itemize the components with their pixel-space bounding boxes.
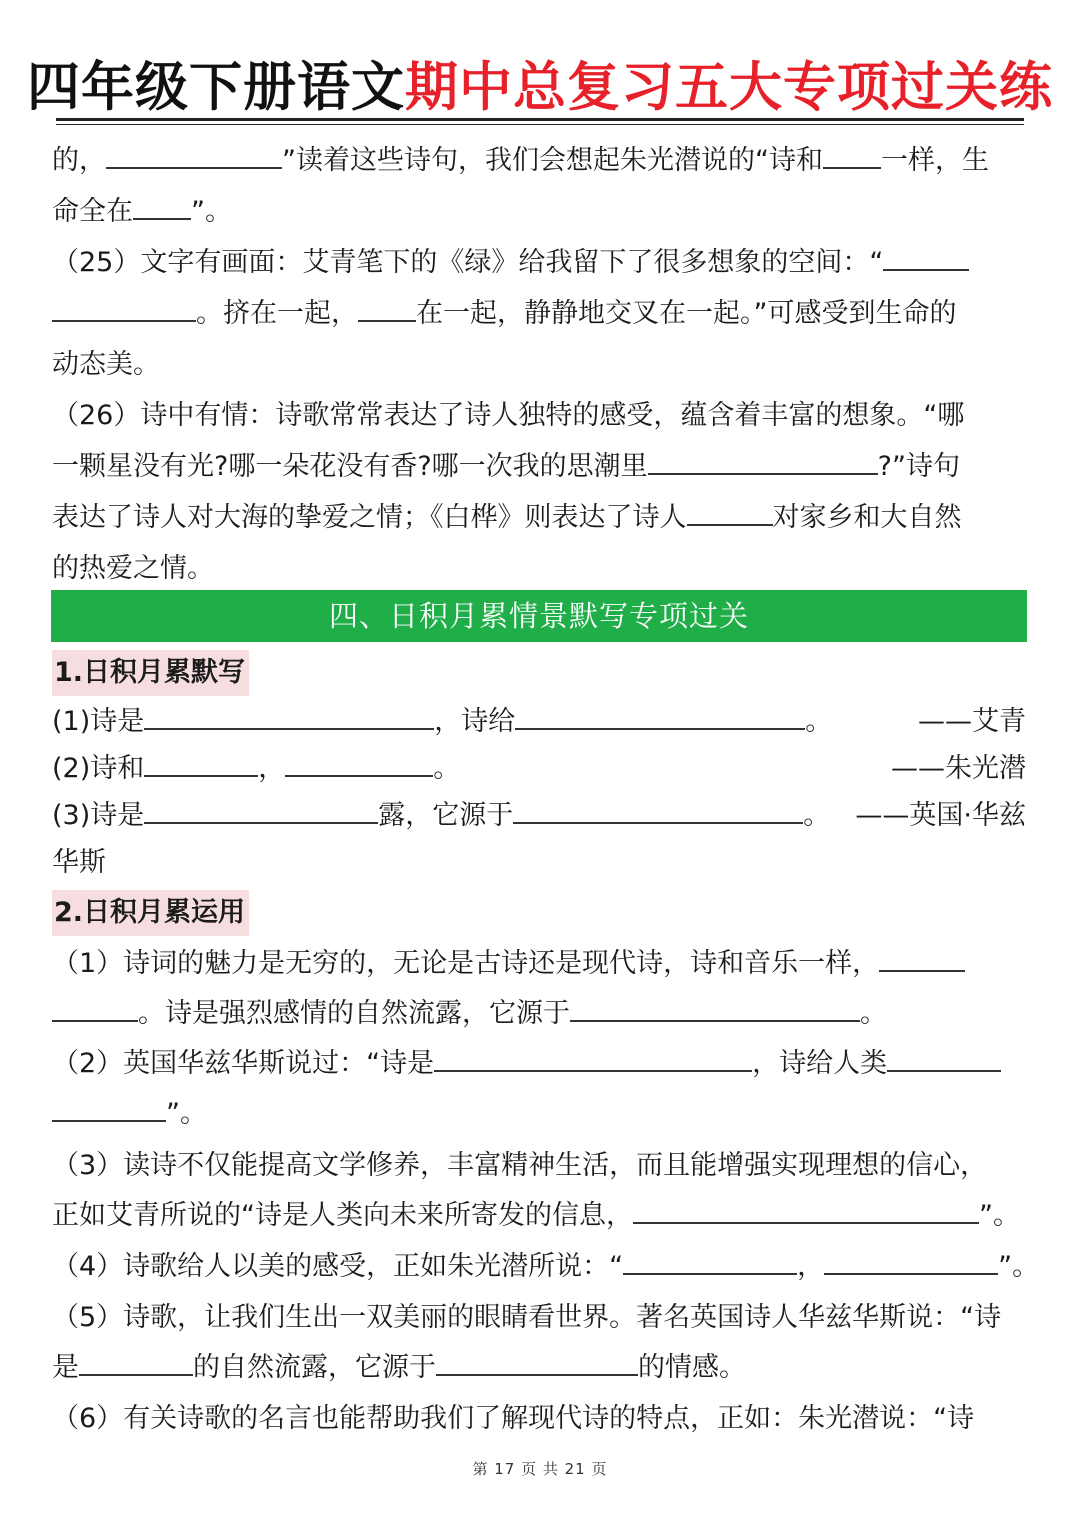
answer-blank[interactable] — [623, 1249, 797, 1275]
answer-blank[interactable] — [106, 143, 282, 169]
answer-blank[interactable] — [52, 296, 196, 322]
apply-line: ”。 — [52, 1094, 207, 1134]
apply-line: （1）诗词的魅力是无穷的，无论是古诗还是现代诗，诗和音乐一样， — [52, 944, 965, 984]
answer-blank[interactable] — [687, 500, 773, 526]
quote-author: ——英国·华兹 — [855, 800, 1026, 831]
title-rule-thick — [56, 118, 1024, 121]
answer-blank[interactable] — [144, 798, 378, 824]
answer-blank[interactable] — [823, 143, 881, 169]
text-line: 表达了诗人对大海的挚爱之情；《白桦》则表达了诗人 对家乡和大自然 — [52, 502, 962, 533]
quote-author: ——朱光潜 — [891, 753, 1026, 784]
answer-blank[interactable] — [648, 449, 878, 475]
text-line: 的， ”读着这些诗句，我们会想起朱光潜说的“诗和 一样，生 — [52, 145, 989, 176]
recall-item: (3)诗是 露，它源于 。 — [52, 800, 831, 831]
recall-item: (2)诗和 ， 。 — [52, 753, 461, 784]
title-red-part: 期中总复习五大专项过关练 — [405, 57, 1053, 118]
apply-line: （6）有关诗歌的名言也能帮助我们了解现代诗的特点，正如：朱光潜说：“诗 — [52, 1403, 975, 1434]
quote-author-cont: 华斯 — [52, 847, 106, 878]
answer-blank[interactable] — [358, 296, 416, 322]
subsection-heading-apply: 2.日积月累运用 — [52, 890, 249, 936]
apply-line: （5）诗歌，让我们生出一双美丽的眼睛看世界。著名英国诗人华兹华斯说：“诗 — [52, 1302, 1002, 1333]
answer-blank[interactable] — [513, 798, 803, 824]
answer-blank[interactable] — [133, 194, 191, 220]
answer-blank[interactable] — [883, 245, 969, 271]
title-black-part: 四年级下册语文 — [27, 57, 405, 118]
answer-blank[interactable] — [285, 751, 433, 777]
apply-line: 。诗是强烈感情的自然流露，它源于 。 — [52, 994, 887, 1034]
quote-author: ——艾青 — [918, 706, 1026, 737]
page-number: 第 17 页 共 21 页 — [472, 1460, 608, 1478]
apply-line: 正如艾青所说的“诗是人类向未来所寄发的信息， ”。 — [52, 1200, 1020, 1231]
text-line: 动态美。 — [52, 349, 160, 380]
text-line: 命全在 ”。 — [52, 196, 232, 227]
apply-line: （3）读诗不仅能提高文学修养，丰富精神生活，而且能增强实现理想的信心， — [52, 1150, 988, 1181]
section-banner: 四、日积月累情景默写专项过关 — [51, 590, 1027, 642]
page-title — [0, 56, 1080, 120]
answer-blank[interactable] — [144, 751, 258, 777]
apply-line: （2）英国华兹华斯说过：“诗是 ，诗给人类 — [52, 1044, 1001, 1084]
answer-blank[interactable] — [515, 704, 805, 730]
answer-blank[interactable] — [570, 996, 860, 1022]
apply-line: 是 的自然流露，它源于 的情感。 — [52, 1352, 746, 1383]
answer-blank[interactable] — [144, 704, 434, 730]
text-line: （25）文字有画面：艾青笔下的《绿》给我留下了很多想象的空间：“ — [52, 243, 969, 283]
text-line: 一颗星没有光?哪一朵花没有香?哪一次我的思潮里 ?”诗句 — [52, 451, 960, 482]
answer-blank[interactable] — [436, 1350, 638, 1376]
answer-blank[interactable] — [79, 1350, 193, 1376]
answer-blank[interactable] — [824, 1249, 998, 1275]
answer-blank[interactable] — [879, 946, 965, 972]
recall-item: (1)诗是 ，诗给 。 — [52, 706, 833, 737]
answer-blank[interactable] — [633, 1198, 979, 1224]
apply-line: （4）诗歌给人以美的感受，正如朱光潜所说：“ ， ”。 — [52, 1251, 1040, 1282]
answer-blank[interactable] — [434, 1046, 752, 1072]
text-line: （26）诗中有情：诗歌常常表达了诗人独特的感受，蕴含着丰富的想象。“哪 — [52, 400, 965, 431]
title-rule-thin — [56, 124, 1024, 125]
text-line: 的热爱之情。 — [52, 553, 214, 584]
answer-blank[interactable] — [887, 1046, 1001, 1072]
text-line: 。挤在一起， 在一起，静静地交叉在一起。”可感受到生命的 — [52, 294, 957, 334]
subsection-heading-recall: 1.日积月累默写 — [52, 650, 249, 696]
answer-blank[interactable] — [52, 1096, 166, 1122]
answer-blank[interactable] — [52, 996, 138, 1022]
